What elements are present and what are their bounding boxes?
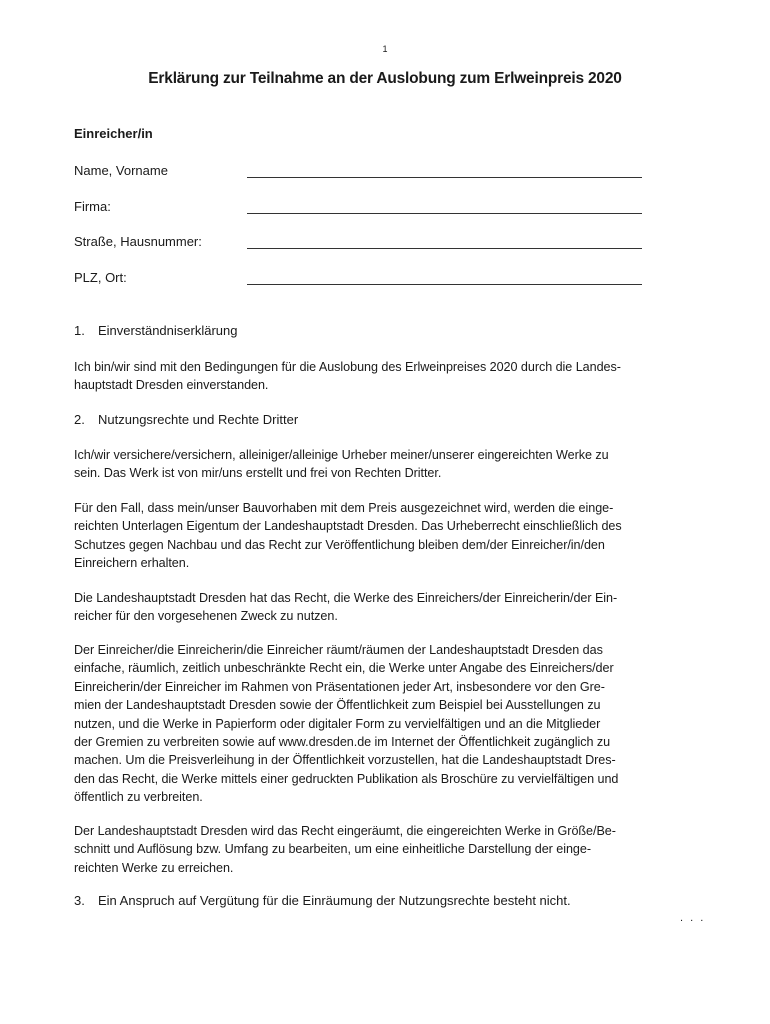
document-title: Erklärung zur Teilnahme an der Auslobung zum Erlweinpreis 2020: [148, 70, 622, 87]
paragraph-line: Schutzes gegen Nachbau und das Recht zur Veröffentlichung bleiben dem/der Einreicher/in/den: [74, 537, 605, 552]
field-company[interactable]: [74, 199, 644, 221]
field-label-city: PLZ, Ort:: [74, 270, 127, 285]
section-3-heading: [74, 893, 571, 908]
section-2-paragraph-4: [74, 641, 698, 807]
paragraph-line: nutzen, und die Werke in Papierform oder digitaler Form zu vervielfältigen und an die Mitglieder: [74, 716, 601, 731]
section-1-title: Einverständniserklärung: [98, 323, 238, 338]
paragraph-line: reichten Werke zu erreichen.: [74, 860, 234, 875]
paragraph-line: reichten Unterlagen Eigentum der Landeshauptstadt Dresden. Das Urheberrecht einschließlich des: [74, 519, 622, 534]
page-number: 1: [382, 44, 388, 54]
paragraph-line: einfache, räumlich, zeitlich unbeschränkte Recht ein, die Werke unter Angabe des Einreichers/der: [74, 661, 614, 676]
section-3-number: 3.: [74, 893, 85, 908]
section-2-paragraph-2: [74, 499, 698, 573]
field-city[interactable]: [74, 270, 644, 292]
paragraph-line: schnitt und Auflösung bzw. Umfang zu bearbeiten, um eine einheitliche Darstellung der einge-: [74, 842, 591, 857]
field-line-street[interactable]: [247, 248, 642, 249]
paragraph-line: Einreicherin/der Einreicher im Rahmen von Präsentationen jeder Art, insbesondere vor den Gre-: [74, 679, 605, 694]
field-line-company[interactable]: [247, 213, 642, 214]
section-1-paragraph-1: [74, 358, 698, 395]
paragraph-line: hauptstadt Dresden einverstanden.: [74, 378, 269, 393]
paragraph-line: Ich/wir versichere/versichern, alleiniger/alleinige Urheber meiner/unserer eingereichten Werke zu: [74, 448, 609, 462]
paragraph-line: Ich bin/wir sind mit den Bedingungen für die Auslobung des Erlweinpreises 2020 durch die Landes-: [74, 360, 621, 374]
section-1-heading: [74, 323, 237, 338]
section-2-paragraph-5: [74, 822, 698, 877]
paragraph-line: Die Landeshauptstadt Dresden hat das Recht, die Werke des Einreichers/der Einreicherin/der Ein-: [74, 591, 618, 605]
paragraph-line: mien der Landeshauptstadt Dresden sowie der Öffentlichkeit zum Beispiel bei Ausstellungen zu: [74, 698, 601, 713]
paragraph-line: Für den Fall, dass mein/unser Bauvorhaben mit dem Preis ausgezeichnet wird, werden die einge-: [74, 501, 614, 515]
paragraph-line: machen. Um die Preisverleihung in der Öffentlichkeit vorzustellen, hat die Landeshauptstadt Dres-: [74, 753, 616, 768]
paragraph-line: Der Landeshauptstadt Dresden wird das Recht eingeräumt, die eingereichten Werke in Größe/Be-: [74, 824, 616, 838]
paragraph-line: öffentlich zu verbreiten.: [74, 790, 203, 805]
section-2-heading: [74, 412, 298, 427]
paragraph-line: reicher für den vorgesehenen Zweck zu nutzen.: [74, 609, 338, 624]
field-label-street: Straße, Hausnummer:: [74, 234, 202, 249]
field-label-company: Firma:: [74, 199, 111, 214]
section-1-number: 1.: [74, 323, 85, 338]
field-line-city[interactable]: [247, 284, 642, 285]
submitter-heading: Einreicher/in: [74, 126, 153, 141]
paragraph-line: Der Einreicher/die Einreicherin/die Einreicher räumt/räumen der Landeshauptstadt Dresden das: [74, 643, 603, 657]
section-2-paragraph-3: [74, 589, 698, 626]
paragraph-line: sein. Das Werk ist von mir/uns erstellt und frei von Rechten Dritter.: [74, 466, 442, 481]
field-name[interactable]: [74, 163, 644, 185]
paragraph-line: der Gremien zu verbreiten sowie auf www.dresden.de im Internet der Öffentlichkeit zugänglich zu: [74, 735, 611, 750]
section-2-paragraph-1: [74, 446, 698, 483]
continuation-marker: . . .: [680, 912, 706, 924]
section-2-title: Nutzungsrechte und Rechte Dritter: [98, 412, 299, 427]
section-3-title: Ein Anspruch auf Vergütung für die Einräumung der Nutzungsrechte besteht nicht.: [98, 893, 571, 908]
field-label-name: Name, Vorname: [74, 163, 168, 178]
paragraph-line: Einreichern erhalten.: [74, 556, 190, 571]
section-2-number: 2.: [74, 412, 85, 427]
field-line-name[interactable]: [247, 177, 642, 178]
paragraph-line: den das Recht, die Werke mittels einer gedruckten Publikation als Broschüre zu vervielfältigen und: [74, 771, 619, 786]
field-street[interactable]: [74, 234, 644, 256]
